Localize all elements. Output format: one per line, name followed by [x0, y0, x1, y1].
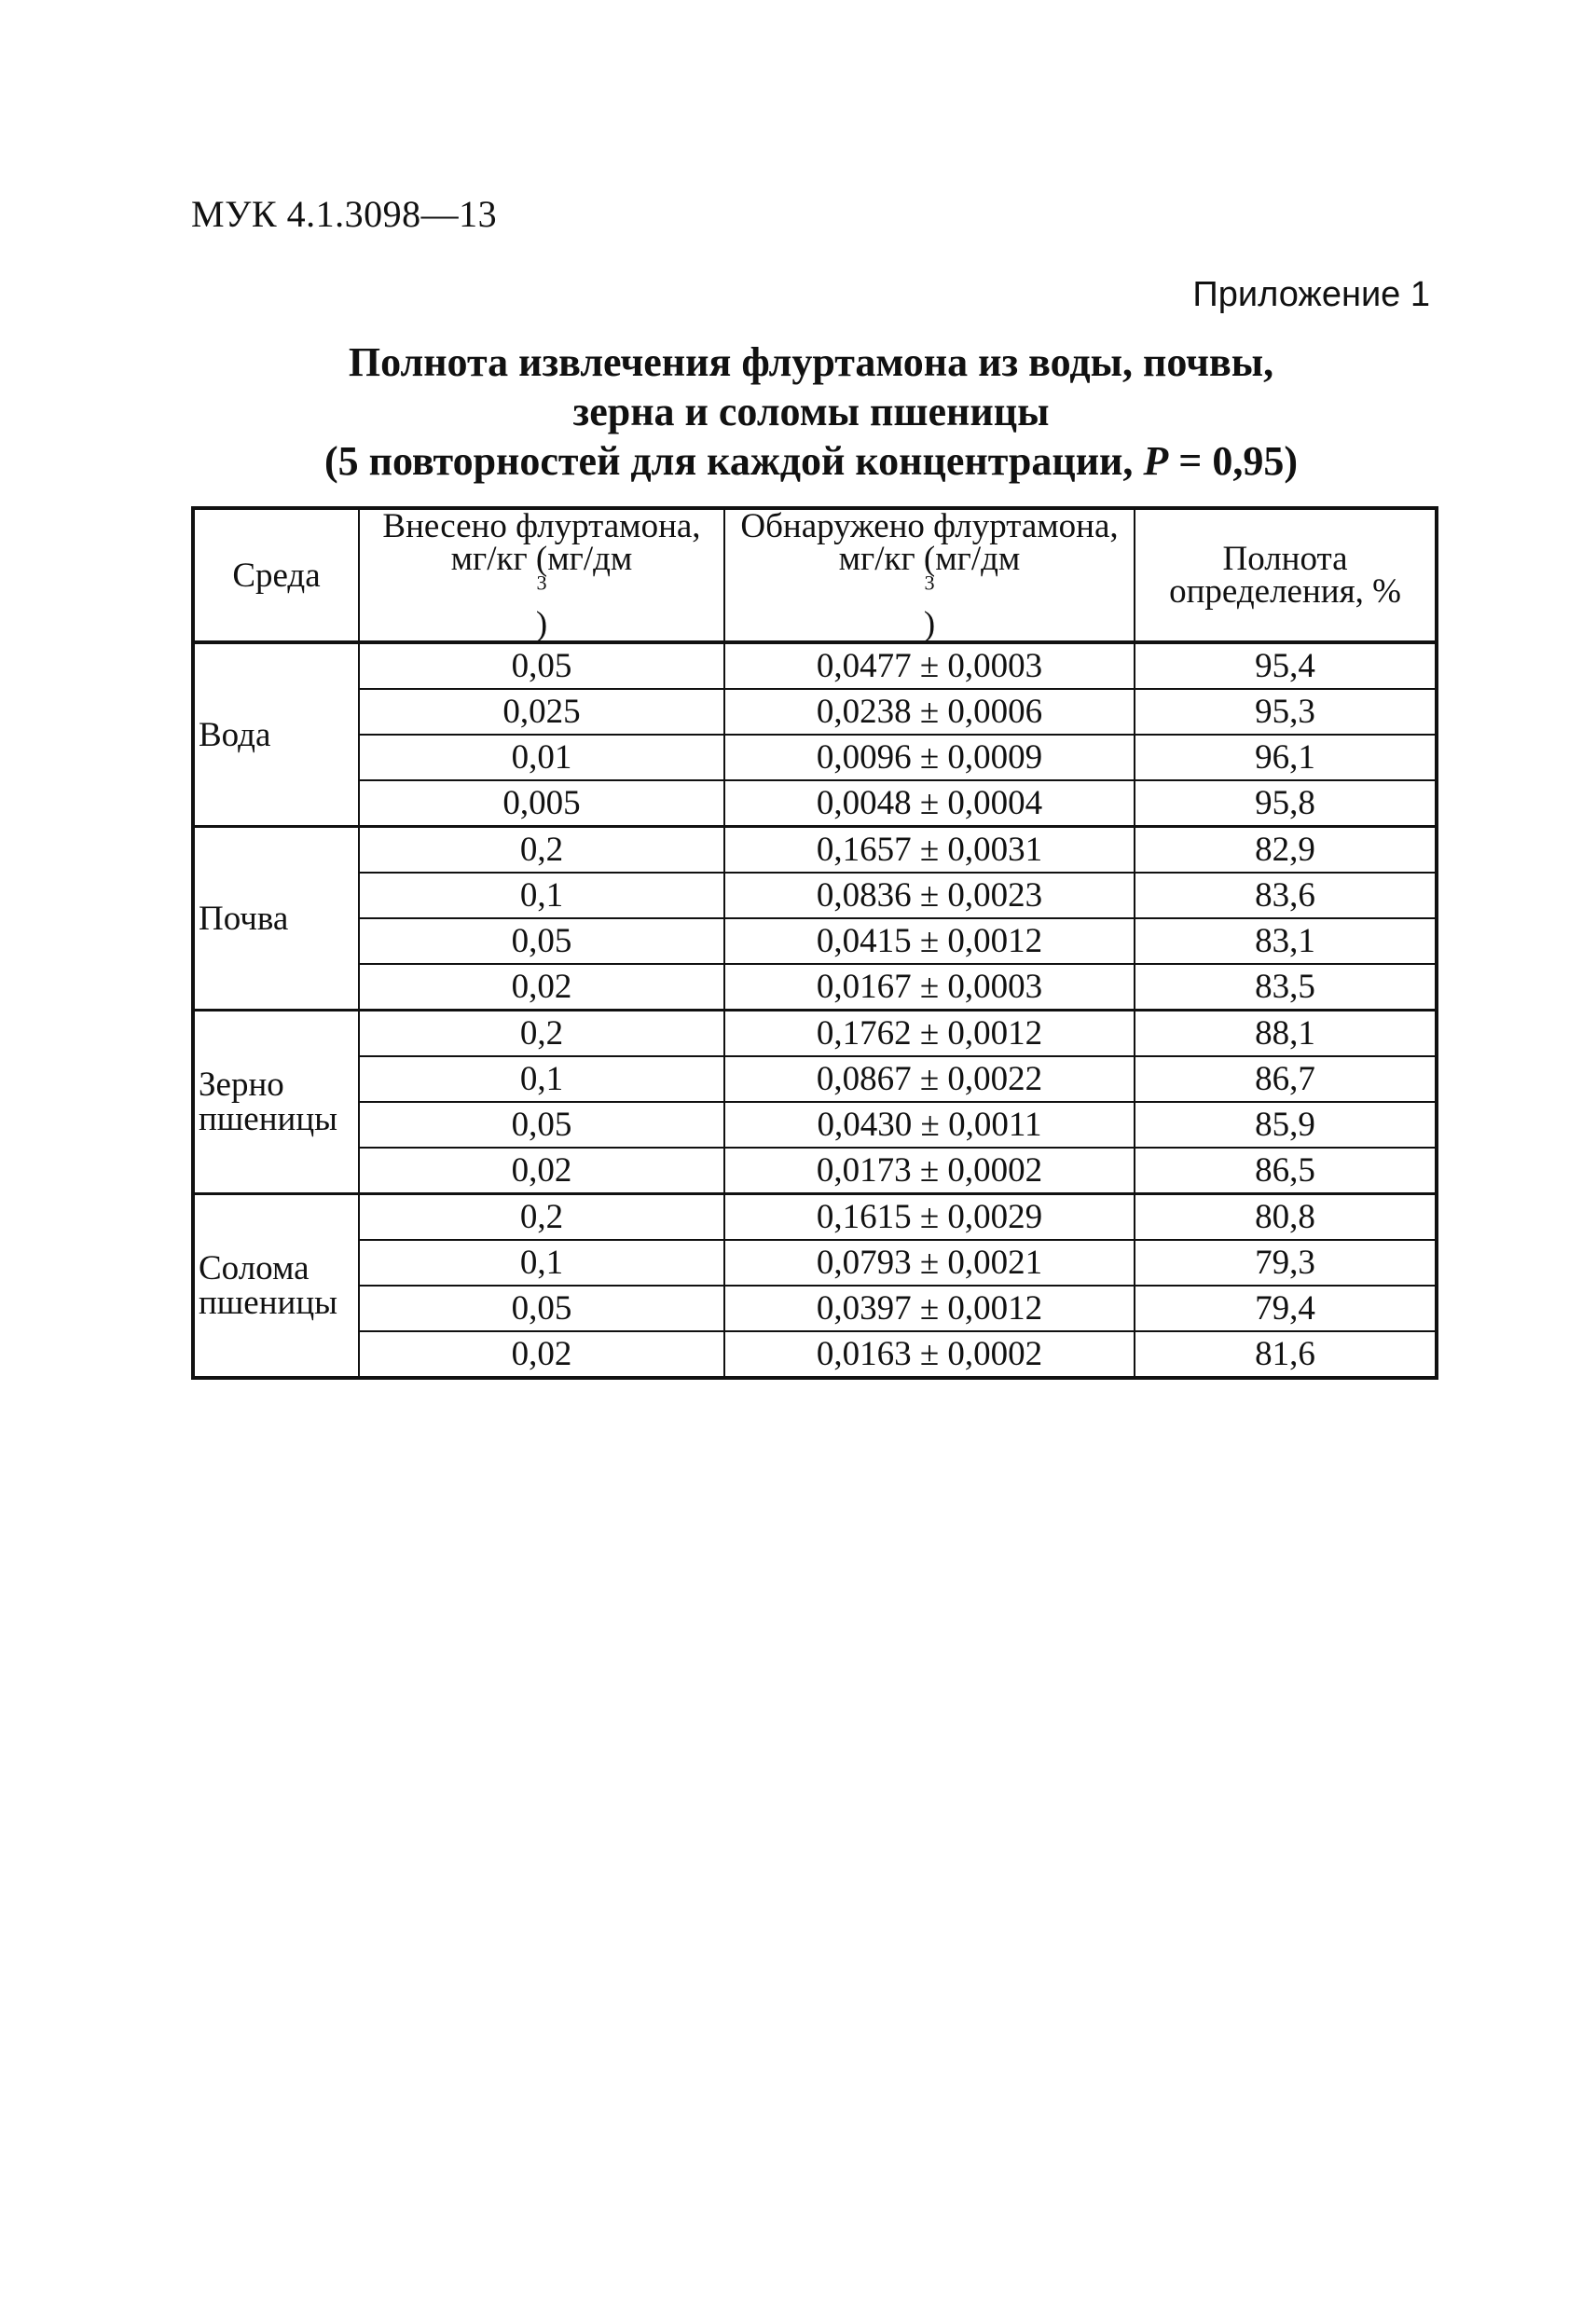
found-value-cell: 0,0867 ± 0,0022	[724, 1056, 1135, 1102]
added-value-cell: 0,02	[359, 1331, 724, 1378]
table-row	[193, 964, 1437, 1011]
medium-cell	[193, 1194, 359, 1379]
table-row	[193, 1286, 1437, 1331]
found-value-cell: 0,1657 ± 0,0031	[724, 827, 1135, 874]
added-value-cell: 0,05	[359, 918, 724, 964]
table-row	[193, 1102, 1437, 1148]
title-line-3	[191, 436, 1431, 486]
medium-name-line-1: Зерно	[199, 1066, 284, 1104]
header-medium: Среда	[193, 508, 359, 642]
table-row	[193, 1194, 1437, 1241]
medium-cell	[193, 827, 359, 1011]
found-value-cell: 0,0167 ± 0,0003	[724, 964, 1135, 1011]
recovery-value-cell: 82,9	[1135, 827, 1437, 874]
table-row	[193, 1056, 1437, 1102]
added-value-cell: 0,01	[359, 735, 724, 780]
medium-name-line-2: пшеницы	[199, 1100, 337, 1138]
medium-name-line-1: Солома	[199, 1249, 310, 1287]
recovery-value-cell: 79,3	[1135, 1240, 1437, 1286]
recovery-value-cell: 81,6	[1135, 1331, 1437, 1378]
appendix-label: Приложение 1	[1192, 275, 1430, 314]
found-value-cell: 0,0096 ± 0,0009	[724, 735, 1135, 780]
table-row	[193, 1011, 1437, 1057]
table-title	[191, 337, 1431, 486]
found-value-cell: 0,0793 ± 0,0021	[724, 1240, 1135, 1286]
recovery-value-cell: 85,9	[1135, 1102, 1437, 1148]
added-value-cell: 0,1	[359, 873, 724, 918]
table-row	[193, 735, 1437, 780]
recovery-value-cell: 86,5	[1135, 1148, 1437, 1194]
recovery-value-cell: 83,6	[1135, 873, 1437, 918]
found-value-cell: 0,0836 ± 0,0023	[724, 873, 1135, 918]
added-value-cell: 0,05	[359, 1286, 724, 1331]
found-value-cell: 0,0430 ± 0,0011	[724, 1102, 1135, 1148]
document-code: МУК 4.1.3098—13	[191, 193, 498, 235]
recovery-value-cell: 95,3	[1135, 689, 1437, 735]
table-row	[193, 1240, 1437, 1286]
added-value-cell: 0,025	[359, 689, 724, 735]
added-value-cell: 0,2	[359, 1194, 724, 1241]
found-value-cell: 0,0163 ± 0,0002	[724, 1331, 1135, 1378]
added-value-cell: 0,2	[359, 827, 724, 874]
header-recovery: Полнота определения, %	[1135, 508, 1437, 642]
added-value-cell: 0,05	[359, 642, 724, 689]
recovery-table	[191, 506, 1438, 1380]
table-row	[193, 780, 1437, 827]
recovery-value-cell: 88,1	[1135, 1011, 1437, 1057]
title-line-3-suffix: = 0,95)	[1168, 438, 1299, 484]
table-row	[193, 918, 1437, 964]
recovery-value-cell: 83,1	[1135, 918, 1437, 964]
found-value-cell: 0,0415 ± 0,0012	[724, 918, 1135, 964]
found-value-cell: 0,0397 ± 0,0012	[724, 1286, 1135, 1331]
recovery-value-cell: 80,8	[1135, 1194, 1437, 1241]
table-row	[193, 689, 1437, 735]
table-row	[193, 1331, 1437, 1378]
table-row	[193, 827, 1437, 874]
added-value-cell: 0,02	[359, 1148, 724, 1194]
added-value-cell: 0,05	[359, 1102, 724, 1148]
found-value-cell: 0,0048 ± 0,0004	[724, 780, 1135, 827]
header-added: Внесено флуртамона, мг/кг (мг/дм $^3$ )	[359, 508, 724, 642]
recovery-value-cell: 96,1	[1135, 735, 1437, 780]
medium-name-line-2: пшеницы	[199, 1284, 337, 1322]
medium-name-line-1: Почва	[199, 899, 289, 938]
recovery-value-cell: 83,5	[1135, 964, 1437, 1011]
table-row	[193, 1148, 1437, 1194]
title-line-2: зерна и соломы пшеницы	[572, 389, 1050, 434]
table-row	[193, 642, 1437, 689]
recovery-value-cell: 95,4	[1135, 642, 1437, 689]
title-line-1: Полнота извлечения флуртамона из воды, почвы,	[348, 339, 1274, 385]
probability-symbol: P	[1143, 438, 1169, 484]
medium-cell	[193, 1011, 359, 1194]
table-header-row	[193, 508, 1437, 642]
recovery-value-cell: 95,8	[1135, 780, 1437, 827]
added-value-cell: 0,2	[359, 1011, 724, 1057]
added-value-cell: 0,005	[359, 780, 724, 827]
title-line-3-prefix: (5 повторностей для каждой концентрации,	[323, 438, 1144, 484]
found-value-cell: 0,1615 ± 0,0029	[724, 1194, 1135, 1241]
header-found: Обнаружено флуртамона, мг/кг (мг/дм $^3$ )	[724, 508, 1135, 642]
added-value-cell: 0,02	[359, 964, 724, 1011]
found-value-cell: 0,0173 ± 0,0002	[724, 1148, 1135, 1194]
found-value-cell: 0,0477 ± 0,0003	[724, 642, 1135, 689]
added-value-cell: 0,1	[359, 1056, 724, 1102]
found-value-cell: 0,0238 ± 0,0006	[724, 689, 1135, 735]
table-row	[193, 873, 1437, 918]
table-body	[193, 642, 1437, 1378]
added-value-cell: 0,1	[359, 1240, 724, 1286]
found-value-cell: 0,1762 ± 0,0012	[724, 1011, 1135, 1057]
recovery-value-cell: 86,7	[1135, 1056, 1437, 1102]
medium-cell	[193, 642, 359, 827]
recovery-value-cell: 79,4	[1135, 1286, 1437, 1331]
medium-name-line-1: Вода	[199, 715, 271, 754]
